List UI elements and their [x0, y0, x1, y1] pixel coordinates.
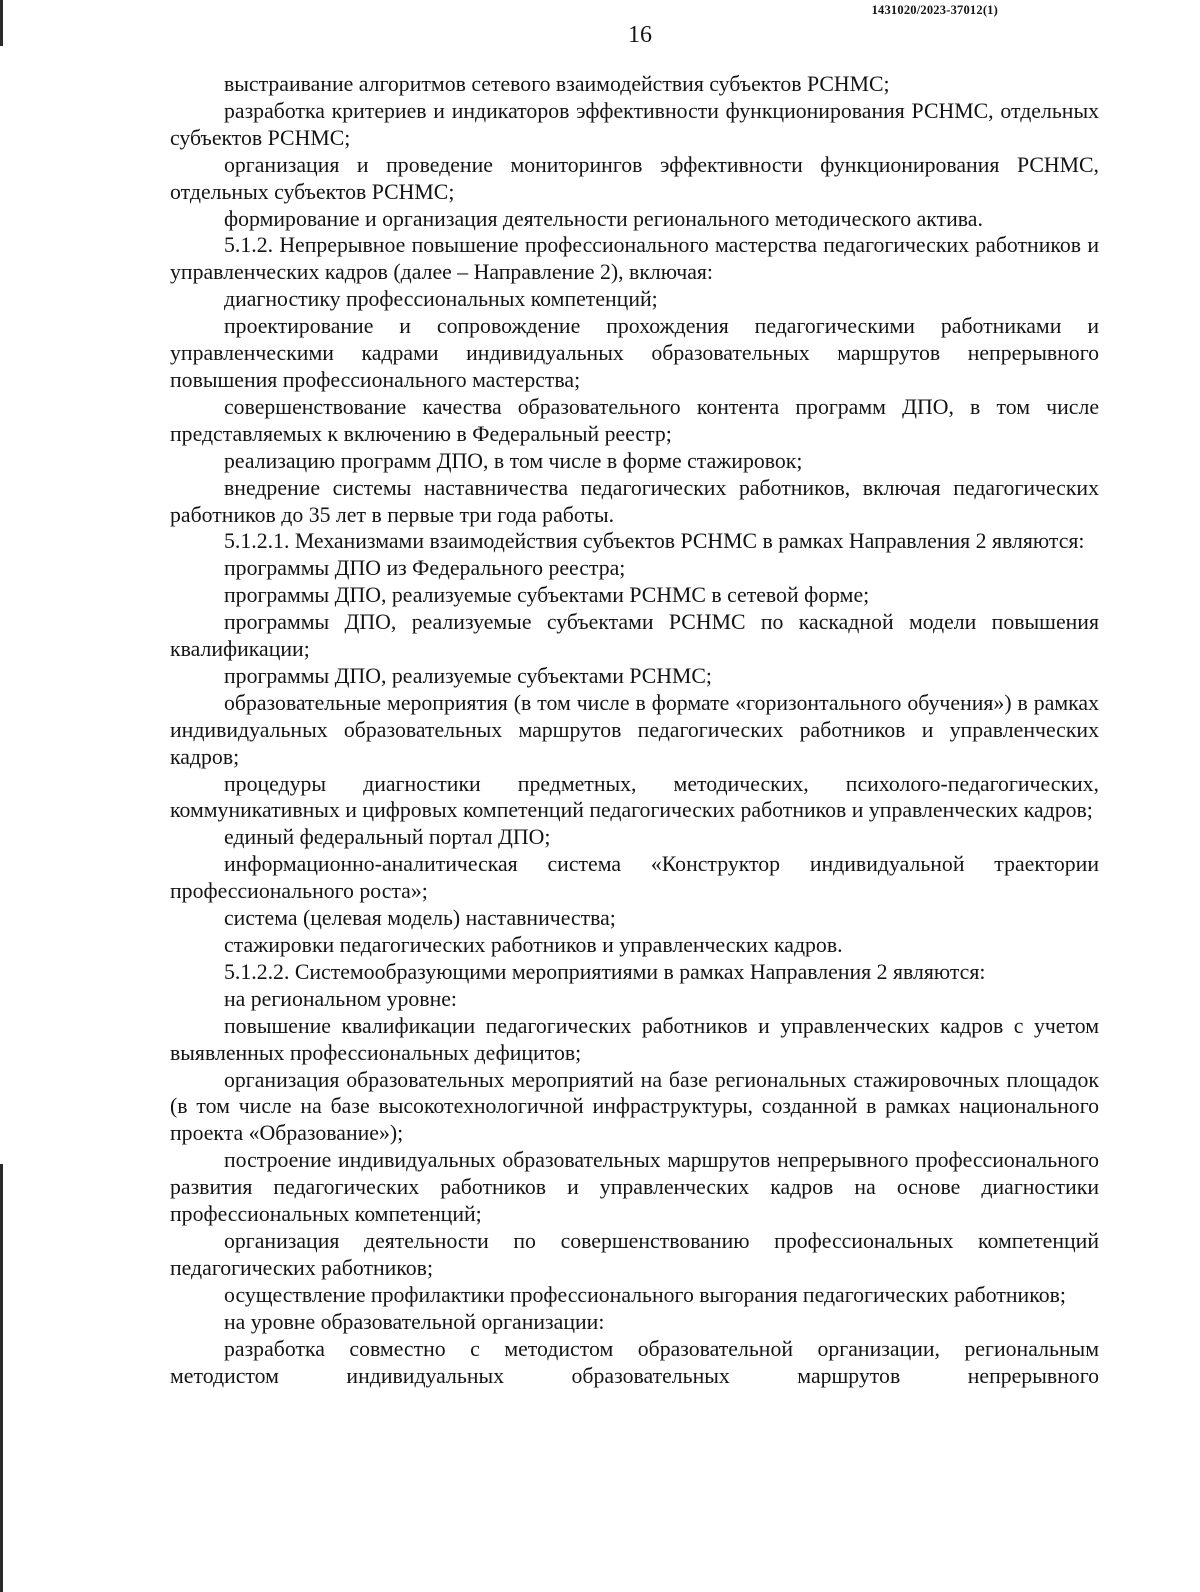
paragraph: стажировки педагогических работников и управленческих кадров.: [224, 933, 843, 957]
paragraph: разработка критериев и индикаторов эффективности функционирования РСНМС, отдельных субъектов РСНМС;: [170, 98, 1099, 150]
document-id: 1431020/2023-37012(1): [871, 3, 998, 17]
paragraph: внедрение системы наставничества педагогических работников, включая педагогических работников до 35 лет в первые три года работы.: [170, 475, 1099, 527]
paragraph: система (целевая модель) наставничества;: [224, 906, 616, 931]
scan-edge-bottom: [0, 1164, 3, 1592]
paragraph: организация деятельности по совершенствованию профессиональных компетенций педагогических работников;: [170, 1228, 1099, 1280]
paragraph: диагностику профессиональных компетенций;: [224, 287, 658, 312]
paragraph: на региональном уровне:: [224, 986, 457, 1011]
paragraph: проектирование и сопровождение прохождения педагогическими работниками и управленческими кадрами индивидуальных образовательных маршрутов непрерывного повышения профессионального мастерства;: [170, 314, 1099, 392]
paragraph: 5.1.2.2. Системообразующими мероприятиями в рамках Направления 2 являются:: [224, 959, 986, 984]
paragraph: выстраивание алгоритмов сетевого взаимодействия субъектов РСНМС;: [224, 72, 890, 96]
paragraph: процедуры диагностики предметных, методических, психолого-педагогических, коммуникативных и цифровых компетенций педагогических работников и управленческих кадров;: [170, 771, 1099, 823]
paragraph: совершенствование качества образовательного контента программ ДПО, в том числе представляемых к включению в Федеральный реестр;: [170, 394, 1099, 446]
paragraph: организация и проведение мониторингов эффективности функционирования РСНМС, отдельных субъектов РСНМС;: [170, 152, 1099, 204]
paragraph: 5.1.2. Непрерывное повышение профессионального мастерства педагогических работников и управленческих кадров (далее – Направление 2), включая:: [170, 233, 1099, 285]
paragraph: организация образовательных мероприятий на базе региональных стажировочных площадок (в том числе на базе высокотехнологичной инфраструктуры, созданной в рамках национального проекта «Образование»);: [170, 1067, 1099, 1146]
paragraph: образовательные мероприятия (в том числе в формате «горизонтального обучения») в рамках индивидуальных образовательных маршрутов педагогических работников и управленческих кадров;: [170, 690, 1099, 769]
paragraph: на уровне образовательной организации:: [224, 1309, 605, 1334]
paragraph: формирование и организация деятельности регионального методического актива.: [224, 206, 983, 231]
paragraph: программы ДПО, реализуемые субъектами РСНМС по каскадной модели повышения квалификации;: [170, 610, 1099, 662]
paragraph: информационно-аналитическая система «Конструктор индивидуальной траектории профессионального роста»;: [170, 852, 1099, 904]
page-number: 16: [628, 22, 652, 48]
paragraph: реализацию программ ДПО, в том числе в форме стажировок;: [224, 448, 803, 473]
paragraph: построение индивидуальных образовательных маршрутов непрерывного профессионального развития педагогических работников и управленческих кадров на основе диагностики профессиональных компетенций;: [170, 1148, 1099, 1227]
paragraph: программы ДПО из Федерального реестра;: [224, 556, 626, 581]
paragraph: разработка совместно с методистом образовательной организации, региональным методистом индивидуальных образовательных маршрутов непрерывного: [170, 1336, 1099, 1388]
paragraph: 5.1.2.1. Механизмами взаимодействия субъектов РСНМС в рамках Направления 2 являются:: [224, 529, 1085, 554]
paragraph: осуществление профилактики профессионального выгорания педагогических работников;: [224, 1282, 1066, 1307]
paragraph: программы ДПО, реализуемые субъектами РСНМС;: [224, 663, 712, 688]
paragraph: программы ДПО, реализуемые субъектами РСНМС в сетевой форме;: [224, 583, 870, 608]
paragraph: повышение квалификации педагогических работников и управленческих кадров с учетом выявленных профессиональных дефицитов;: [170, 1013, 1099, 1065]
document-body: [170, 71, 1099, 1389]
paragraph: единый федеральный портал ДПО;: [224, 825, 551, 850]
